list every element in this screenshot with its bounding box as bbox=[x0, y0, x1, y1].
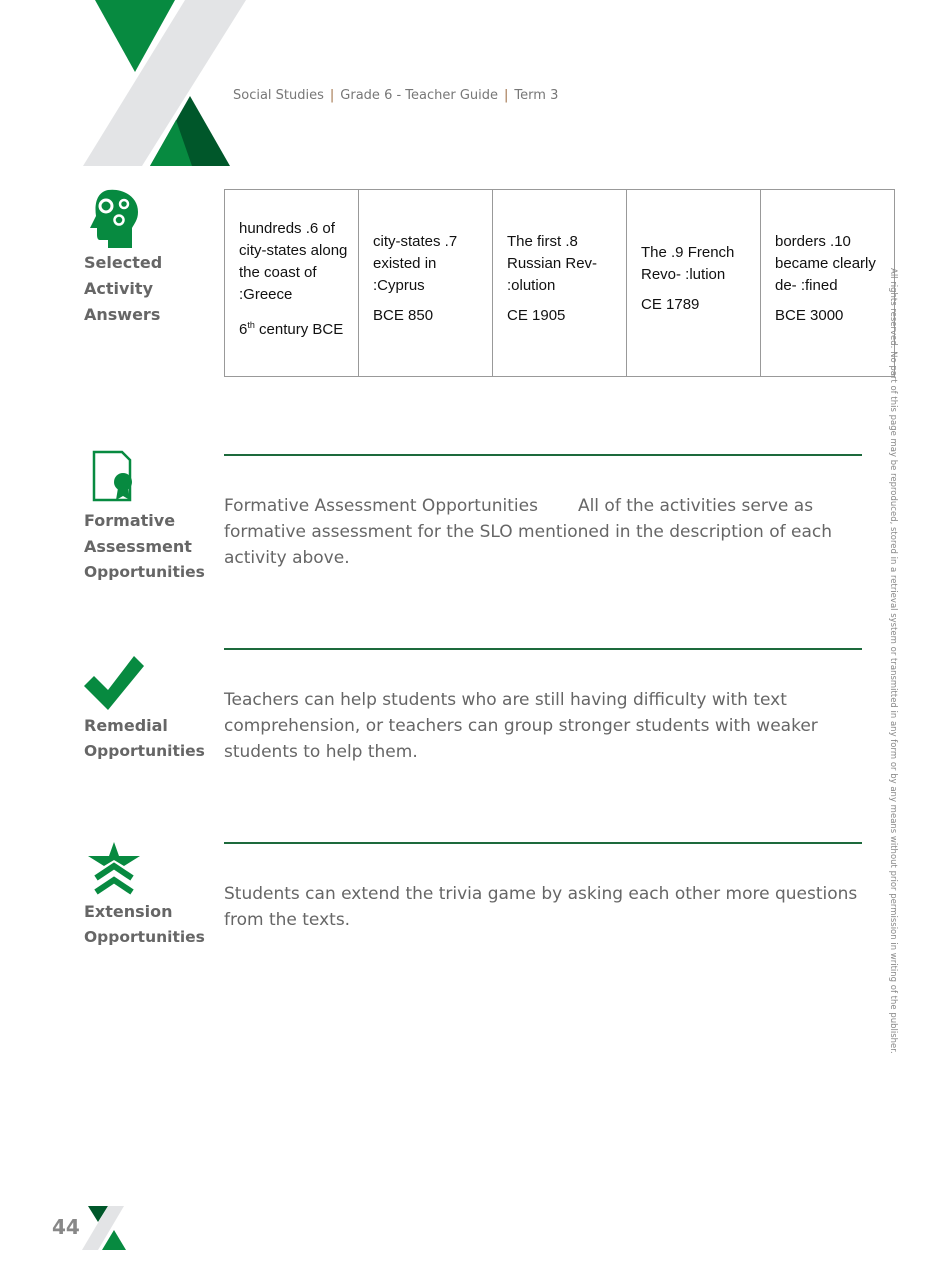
answer-cell: hundreds .6 of city-states along the coast of :Greece 6th century BCE bbox=[225, 190, 359, 377]
answer-cell: borders .10 became clearly de- :fined BCE 3000 bbox=[761, 190, 895, 377]
divider bbox=[224, 842, 862, 844]
answer-cell: city-states .7 existed in :Cyprus BCE 850 bbox=[359, 190, 493, 377]
subject: Social Studies bbox=[233, 88, 324, 103]
formative-text: Formative Assessment Opportunities All of the activities serve as formative assessment for the SLO mentioned in the description of each activity above. bbox=[224, 496, 832, 568]
extension-label: Extension Opportunities bbox=[84, 902, 205, 946]
star-chevron-icon bbox=[86, 842, 142, 896]
footer-logo bbox=[82, 1206, 126, 1250]
divider bbox=[224, 648, 862, 650]
extension-text: Students can extend the trivia game by asking each other more questions from the texts. bbox=[224, 884, 858, 930]
page-number: 44 bbox=[52, 1215, 80, 1239]
answers-table bbox=[224, 189, 895, 377]
remedial-label: Remedial Opportunities bbox=[84, 716, 205, 760]
term: Term 3 bbox=[514, 88, 559, 103]
divider bbox=[224, 454, 862, 456]
formative-label: Formative Assessment Opportunities bbox=[84, 511, 205, 581]
logo-decoration bbox=[80, 0, 250, 168]
answer-cell: The .9 French Revo- :lution CE 1789 bbox=[627, 190, 761, 377]
remedial-text: Teachers can help students who are still having difficulty with text comprehension, or teachers can group stronger students with weaker students to help them. bbox=[224, 690, 818, 762]
selected-activity-label: Selected Activity Answers bbox=[84, 253, 163, 324]
head-gears-icon bbox=[86, 188, 140, 250]
certificate-icon bbox=[92, 450, 138, 504]
grade: Grade 6 - Teacher Guide bbox=[340, 88, 499, 103]
copyright-notice: All rights reserved. No part of this page may be reproduced, stored in a retrieval system or transmitted in any form or by any means without prior permission in writing of the publisher. bbox=[888, 268, 898, 1054]
breadcrumb: Social Studies | Grade 6 - Teacher Guide | Term 3 bbox=[233, 88, 559, 103]
checkmark-icon bbox=[82, 654, 146, 712]
answer-cell: The first .8 Russian Rev- :olution CE 1905 bbox=[493, 190, 627, 377]
